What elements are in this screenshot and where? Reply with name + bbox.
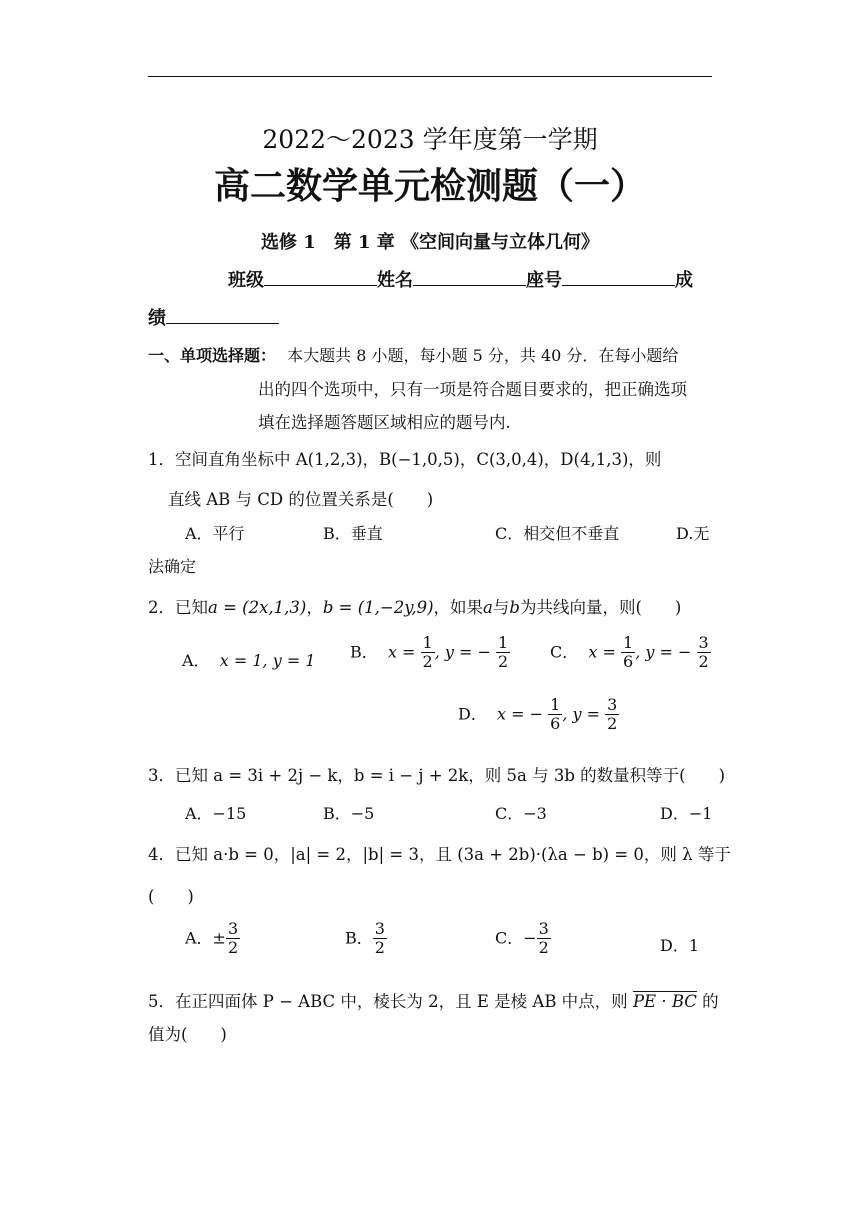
q3-stem: 3．已知 a = 3i + 2j − k，b = i − j + 2k，则 5a 与 3b 的数量积等于( ) <box>148 766 726 785</box>
seat-label: 座号 <box>526 270 562 291</box>
q2-stem-suffix: 为共线向量，则( ) <box>519 598 682 617</box>
q2-option-d[interactable]: D． x = − $\frac{1}{6}$ , y = $\frac{3}{2}$ <box>458 695 618 734</box>
score-row <box>148 304 279 330</box>
q5-stem-line1 <box>148 988 719 1012</box>
q4-option-d[interactable]: D．1 <box>660 936 700 955</box>
q3-option-a[interactable]: A．−15 <box>185 804 247 823</box>
name-blank[interactable] <box>413 269 526 286</box>
q2-option-c-x-fraction: $\frac{1}{6}$ <box>623 633 634 672</box>
q4-option-a-label: A．± <box>185 928 226 948</box>
q1-option-d[interactable]: D.无 <box>676 524 710 543</box>
section-instruction-2: 出的四个选项中，只有一项是符合题目要求的，把正确选项 <box>258 380 687 399</box>
section-instruction-1: 本大题共 8 小题，每小题 5 分，共 40 分．在每小题给 <box>287 346 679 365</box>
q2-vec-b-ref: b <box>509 598 520 617</box>
q4-option-a-fraction: $\frac{3}{2}$ <box>227 919 239 958</box>
q1-stem-line1: 1．空间直角坐标中 A(1,2,3)，B(−1,0,5)，C(3,0,4)，D(4,1,3)，则 <box>148 450 662 469</box>
q2-stem-mid: ，如果 <box>433 598 484 617</box>
q1-option-b[interactable]: B．垂直 <box>323 524 383 543</box>
top-rule <box>148 76 712 77</box>
q5-vector-product: PE · BC <box>632 992 697 1011</box>
name-label: 姓名 <box>377 270 413 291</box>
q4-option-c[interactable] <box>495 920 551 958</box>
q2-option-a-expr: x = 1, y = 1 <box>219 651 316 670</box>
score-blank[interactable] <box>166 307 279 324</box>
class-blank[interactable] <box>264 269 377 286</box>
score-label-second: 绩 <box>148 308 166 329</box>
q2-option-c-label: C． <box>550 642 579 662</box>
q2-option-a-label: A． <box>182 651 210 670</box>
q3-option-c[interactable]: C．−3 <box>495 804 547 823</box>
q3-option-d[interactable]: D．−1 <box>660 804 713 823</box>
q4-option-b-label: B． <box>345 928 373 948</box>
year-line: 2022～2023 学年度第一学期 <box>262 125 598 154</box>
q1-option-d-continued: 法确定 <box>148 557 197 576</box>
section-instruction-3: 填在选择题答题区域相应的题号内. <box>258 413 511 432</box>
q2-option-d-x-fraction: $\frac{1}{6}$ <box>550 695 561 734</box>
score-label-first: 成 <box>675 270 693 291</box>
q2-stem-and: 与 <box>492 598 510 617</box>
q1-option-a[interactable]: A．平行 <box>185 524 245 543</box>
q5-stem-suffix: 的 <box>702 992 719 1011</box>
page-title: 高二数学单元检测题（一） <box>213 165 646 207</box>
q2-separator: ， <box>306 598 323 617</box>
q4-stem: 4．已知 a·b = 0，|a| = 2，|b| = 3，且 (3a + 2b)·(λa − b) = 0，则 λ 等于 <box>148 845 731 864</box>
q2-option-b-label: B． <box>350 642 378 662</box>
q2-option-b[interactable]: B． x = $\frac{1}{2}$ , y = − $\frac{1}{2}$ <box>350 633 509 672</box>
q2-option-d-label: D． <box>458 704 487 724</box>
q2-option-a[interactable] <box>182 648 315 671</box>
seat-blank[interactable] <box>562 269 675 286</box>
q4-option-a[interactable] <box>185 920 240 958</box>
q2-vector-b: b = (1,−2y,9) <box>322 598 434 617</box>
q2-stem-prefix: 2．已知 <box>148 598 208 617</box>
q4-option-c-label: C．− <box>495 928 537 948</box>
q2-stem <box>148 594 681 618</box>
q2-option-c[interactable]: C． x = $\frac{1}{6}$ , y = − $\frac{3}{2}$ <box>550 633 709 672</box>
q4-answer-paren: ( ) <box>148 887 194 906</box>
q4-option-c-fraction: $\frac{3}{2}$ <box>538 919 549 958</box>
q1-option-c[interactable]: C．相交但不垂直 <box>495 524 620 543</box>
section-heading <box>148 343 678 366</box>
student-info-row <box>228 266 693 292</box>
chapter-subtitle: 选修 1 第 1 章 《空间向量与立体几何》 <box>260 232 600 253</box>
q2-option-b-x-fraction: $\frac{1}{2}$ <box>422 633 433 672</box>
q5-stem-prefix: 5．在正四面体 P − ABC 中，棱长为 2，且 E 是棱 AB 中点，则 <box>148 992 628 1011</box>
q3-option-b[interactable]: B．−5 <box>323 804 375 823</box>
class-label: 班级 <box>228 270 264 291</box>
section-title: 一、单项选择题： <box>148 346 277 365</box>
q5-stem-line2: 值为( ) <box>148 1025 227 1044</box>
q2-vector-a: a = (2x,1,3) <box>208 598 307 617</box>
q2-option-c-y-fraction: $\frac{3}{2}$ <box>698 633 709 672</box>
q4-option-b-fraction: $\frac{3}{2}$ <box>374 919 385 958</box>
q2-option-d-y-fraction: $\frac{3}{2}$ <box>607 695 618 734</box>
q2-vec-a-ref: a <box>483 598 493 617</box>
q1-stem-line2: 直线 AB 与 CD 的位置关系是( ) <box>168 490 434 509</box>
q4-option-b[interactable] <box>345 920 387 958</box>
q2-option-b-y-fraction: $\frac{1}{2}$ <box>498 633 509 672</box>
